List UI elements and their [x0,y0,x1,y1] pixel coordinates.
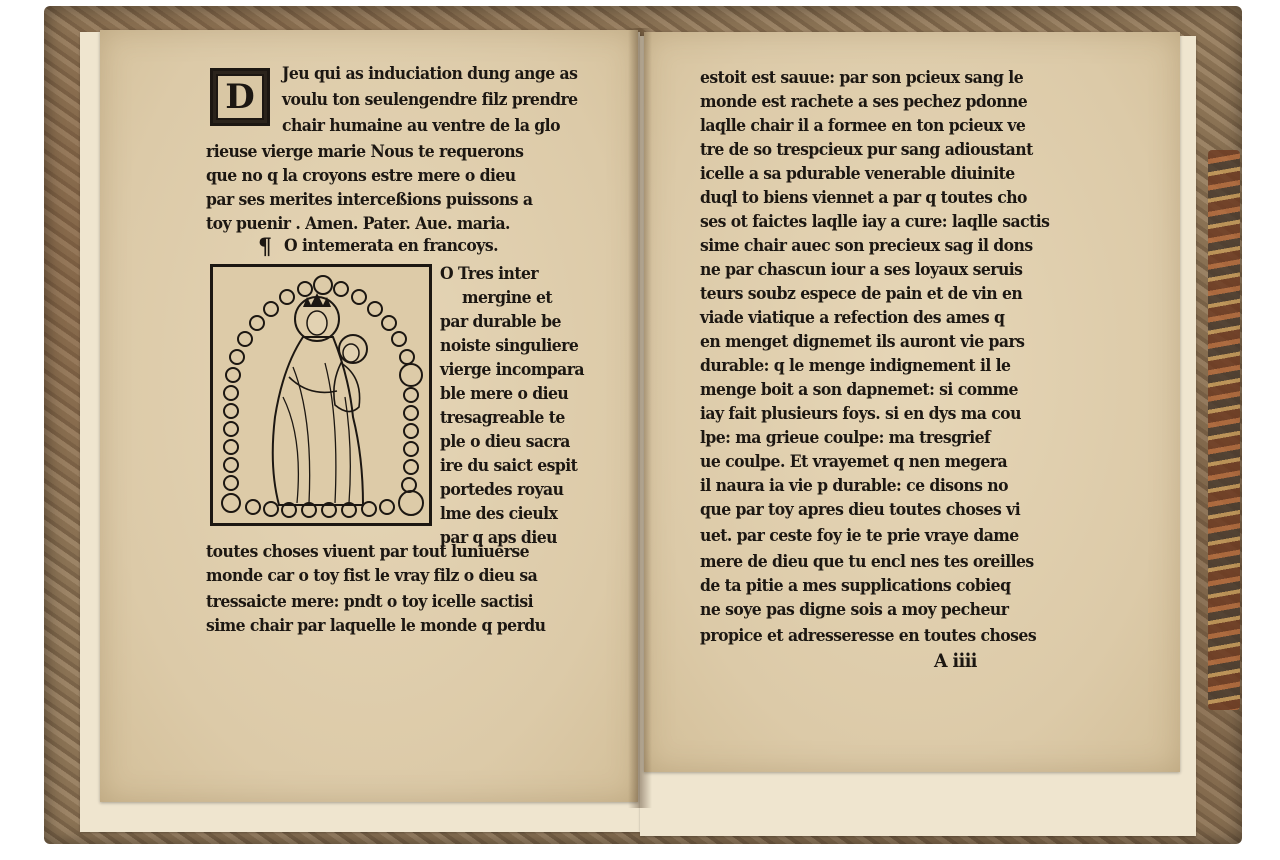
right-text-line: de ta pitie a mes supplications cobieq [700,576,1011,596]
woodcut-side-line: tresagreable te [440,408,565,428]
right-text-line: il naura ia vie p durable: ce disons no [700,476,1009,496]
woodcut-side-line: portedes royau [440,480,564,500]
right-text-line: en menget dignemet ils auront vie pars [700,332,1025,352]
right-text-line: viade viatique a refection des ames q [700,308,1005,328]
left-text-line: rieuse vierge marie Nous te requerons [206,142,524,162]
virgin-and-child-woodcut [210,264,432,526]
right-text-line: teurs soubz espece de pain et de vin en [700,284,1023,304]
woodcut-side-line: noiste singuliere [440,336,579,356]
right-text-line: estoit est sauue: par son pcieux sang le [700,68,1024,88]
woodcut-illustration-icon [213,267,429,523]
woodcut-side-line: ire du saict espit [440,456,578,476]
left-text-line: voulu ton seulengendre filz prendre [282,90,578,110]
woodcut-side-line: ble mere o dieu [440,384,569,404]
right-text-line: propice et adresseresse en toutes choses [700,626,1037,646]
pilcrow-mark: ¶ [258,234,272,260]
rubric-heading: O intemerata en francoys. [284,236,498,256]
woodcut-side-line: par durable be [440,312,561,332]
left-text-line: toy puenir . Amen. Pater. Aue. maria. [206,214,510,234]
right-text-line: laqlle chair il a formee en ton pcieux ve [700,116,1026,136]
right-text-line: mere de dieu que tu encl nes tes oreilles [700,552,1034,572]
marbled-edge [1208,150,1240,710]
right-text-line: ue coulpe. Et vrayemet q nen megera [700,452,1008,472]
right-text-line: tre de so trespcieux pur sang adioustant [700,140,1033,160]
right-text-line: uet. par ceste foy ie te prie vraye dame [700,526,1019,546]
right-text-line: duql to biens viennet a par q toutes cho [700,188,1027,208]
right-text-line: monde est rachete a ses pechez pdonne [700,92,1028,112]
left-text-line: monde car o toy fist le vray filz o dieu sa [206,566,538,586]
left-text-line: toutes choses viuent par tout luniuerse [206,542,530,562]
left-text-line: par ses merites interceßions puissons a [206,190,533,210]
right-text-line: ne par chascun iour a ses loyaux seruis [700,260,1023,280]
left-text-line: que no q la croyons estre mere o dieu [206,166,516,186]
left-text-line: Jeu qui as induciation dung ange as [282,64,578,84]
right-text-line: iay fait plusieurs foys. si en dys ma cou [700,404,1021,424]
woodcut-side-line: mergine et [462,288,553,308]
decorated-initial [210,68,270,126]
initial-letter: D [216,74,264,120]
right-text-line: menge boit a son dapnemet: si comme [700,380,1018,400]
book-gutter [628,28,652,808]
woodcut-side-line: vierge incompara [440,360,584,380]
right-text-line: que par toy apres dieu toutes choses vi [700,500,1021,520]
signature-mark: A iiii [934,650,977,672]
right-text-line: sime chair auec son precieux sag il dons [700,236,1033,256]
woodcut-side-line: lme des cieulx [440,504,558,524]
woodcut-side-line: O Tres inter [440,264,539,284]
right-text-line: icelle a sa pdurable venerable diuinite [700,164,1015,184]
left-text-line: sime chair par laquelle le monde q perdu [206,616,546,636]
right-text-line: durable: q le menge indignement il le [700,356,1011,376]
right-text-line: ne soye pas digne sois a moy pecheur [700,600,1009,620]
woodcut-side-line: par q aps dieu [440,528,557,548]
woodcut-side-line: ple o dieu sacra [440,432,570,452]
left-text-line: tressaicte mere: pndt o toy icelle sactisi [206,592,534,612]
left-text-line: chair humaine au ventre de la glo [282,116,560,136]
right-text-line: lpe: ma grieue coulpe: ma tresgrief [700,428,991,448]
right-text-line: ses ot faictes laqlle iay a cure: laqlle sactis [700,212,1050,232]
